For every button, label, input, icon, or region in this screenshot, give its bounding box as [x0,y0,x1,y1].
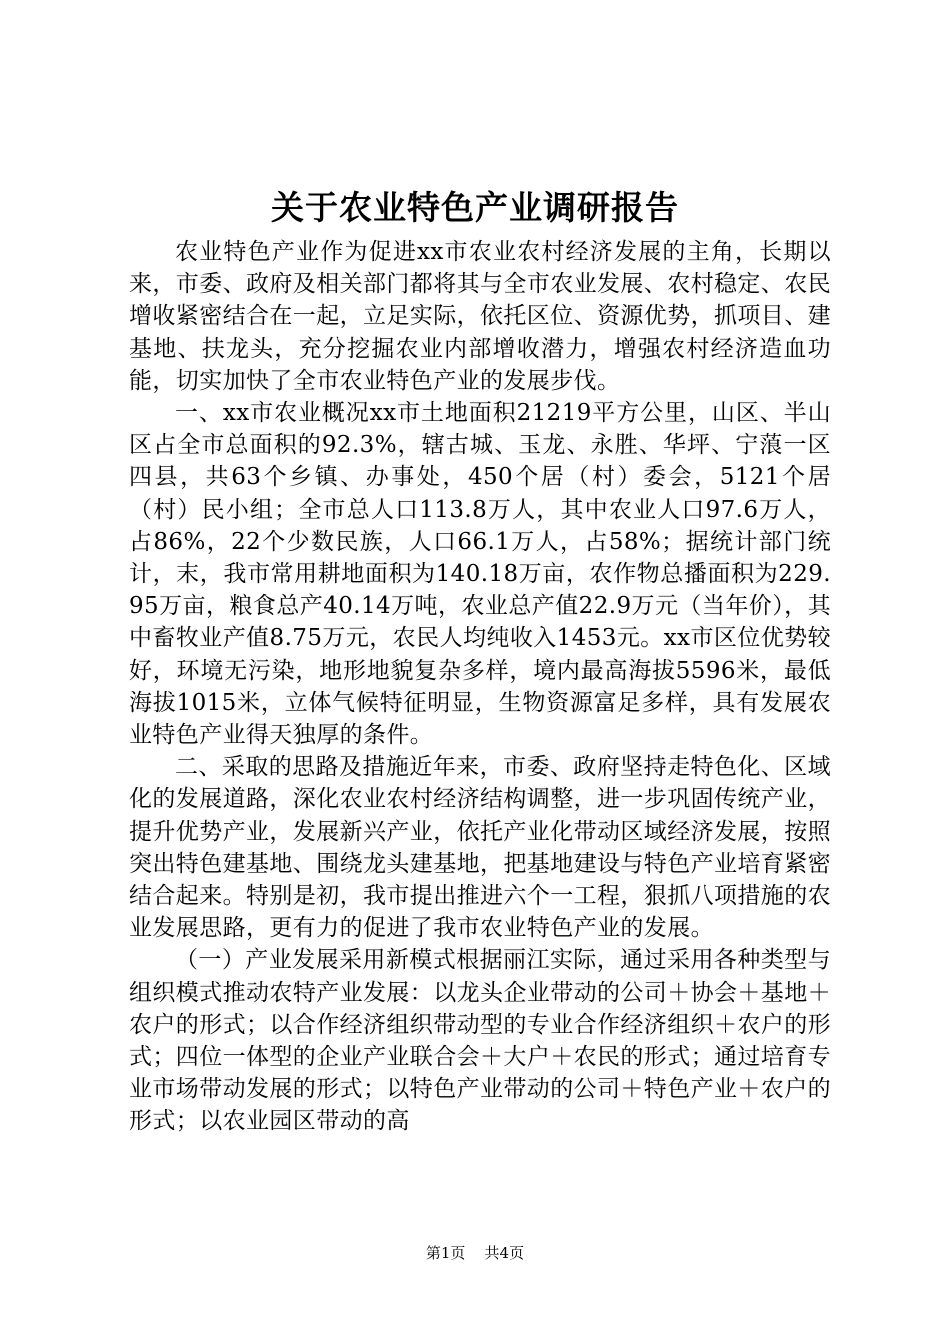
paragraph-intro: 农业特色产业作为促进xx市农业农村经济发展的主角，长期以来，市委、政府及相关部门都将其与全市农业发展、农村稳定、农民增收紧密结合在一起，立足实际，依托区位、资源优势，抓项目、建基地、扶龙头，充分挖掘农业内部增收潜力，增强农村经济造血功能，切实加快了全市农业特色产业的发展步伐。 [129,239,831,394]
page-footer [0,1243,950,1263]
paragraph-section-2: 二、采取的思路及措施近年来，市委、政府坚持走特色化、区域化的发展道路，深化农业农村经济结构调整，进一步巩固传统产业，提升优势产业，发展新兴产业，依托产业化带动区域经济发展，按照突出特色建基地、围绕龙头建基地，把基地建设与特色产业培育紧密结合起来。特别是初，我市提出推进六个一工程，狠抓八项措施的农业发展思路，更有力的促进了我市农业特色产业的发展。 [129,754,831,942]
page-number: 第1页 [425,1244,466,1262]
document-title: 关于农业特色产业调研报告 [271,188,679,227]
page-total: 共4页 [484,1244,525,1262]
paragraph-section-1: 一、xx市农业概况xx市土地面积21219平方公里，山区、半山区占全市总面积的92.3%，辖古城、玉龙、永胜、华坪、宁蒗一区四县，共63个乡镇、办事处，450个居（村）委会，5121个居（村）民小组；全市总人口113.8万人，其中农业人口97.6万人，占86%，22个少数民族，人口66.1万人，占58%；据统计部门统计，末，我市常用耕地面积为140.18万亩，农作物总播面积为229.95万亩，粮食总产40.14万吨，农业总产值22.9万元（当年价），其中畜牧业产值8.75万元，农民人均纯收入1453元。xx市区位优势较好，环境无污染，地形地貌复杂多样，境内最高海拔5596米，最低海拔1015米，立体气候特征明显，生物资源富足多样，具有发展农业特色产业得天独厚的条件。 [129,400,831,749]
page-separator [470,1244,480,1262]
document-body [129,236,831,1138]
paragraph-subsection-1: （一）产业发展采用新模式根据丽江实际，通过采用各种类型与组织模式推动农特产业发展：以龙头企业带动的公司＋协会＋基地＋农户的形式；以合作经济组织带动型的专业合作经济组织＋农户的形式；四位一体型的企业产业联合会＋大户＋农民的形式；通过培育专业市场带动发展的形式；以特色产业带动的公司＋特色产业＋农户的形式；以农业园区带动的高 [129,947,831,1135]
